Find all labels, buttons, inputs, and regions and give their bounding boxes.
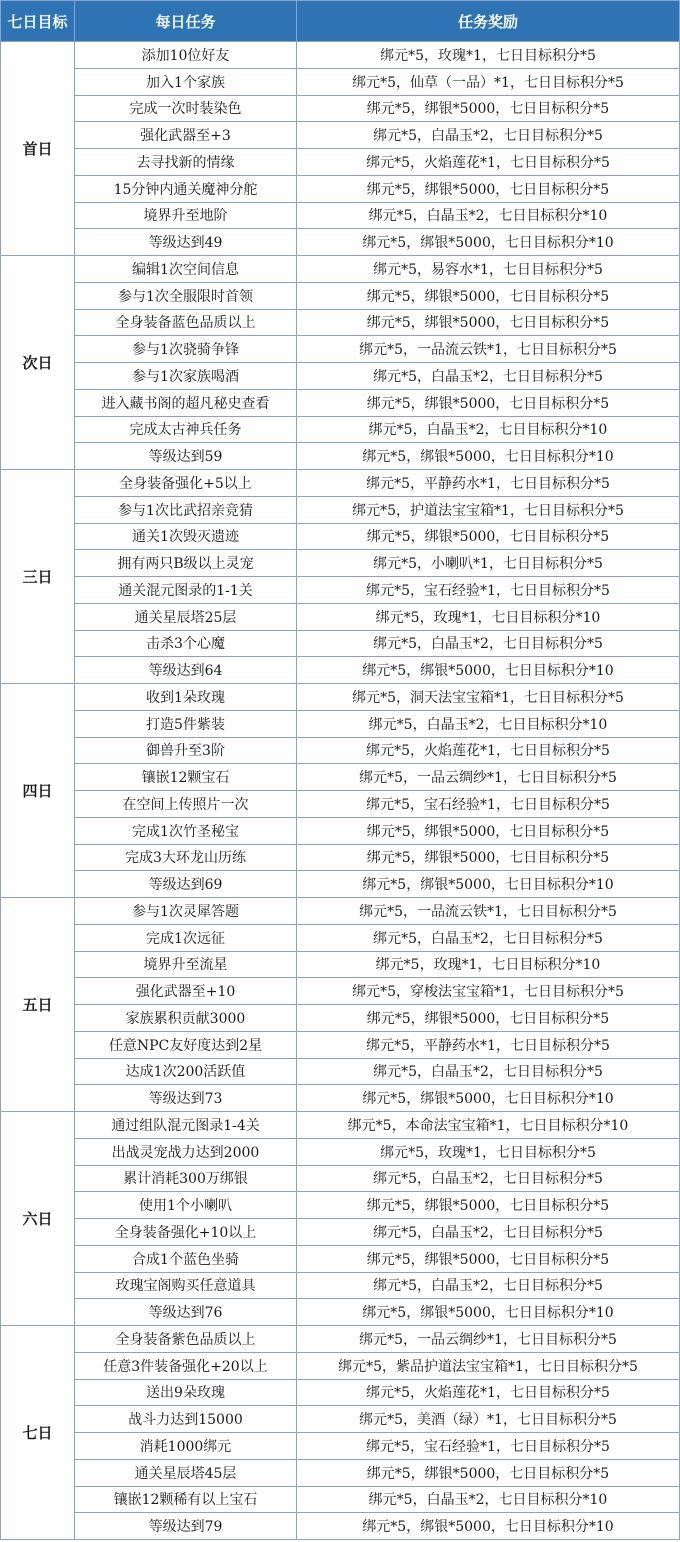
task-cell: 强化武器至+10 bbox=[75, 978, 297, 1005]
reward-cell: 绑元*5，玫瑰*1，七日目标积分*5 bbox=[297, 42, 680, 69]
reward-cell: 绑元*5，小喇叭*1，七日目标积分*5 bbox=[297, 550, 680, 577]
reward-cell: 绑元*5，一品流云铁*1，七日目标积分*5 bbox=[297, 898, 680, 925]
table-row bbox=[1, 229, 680, 256]
task-cell: 出战灵宠战力达到2000 bbox=[75, 1138, 297, 1165]
task-cell: 御兽升至3阶 bbox=[75, 737, 297, 764]
task-cell: 拥有两只B级以上灵宠 bbox=[75, 550, 297, 577]
day-label: 四日 bbox=[1, 684, 75, 898]
table-body bbox=[1, 42, 680, 1540]
table-header-row bbox=[1, 1, 680, 42]
reward-cell: 绑元*5，宝石经验*1，七日目标积分*5 bbox=[297, 577, 680, 604]
task-cell: 家族累积贡献3000 bbox=[75, 1005, 297, 1032]
task-cell: 境界升至流星 bbox=[75, 951, 297, 978]
reward-cell: 绑元*5，绑银*5000，七日目标积分*5 bbox=[297, 175, 680, 202]
table-row bbox=[1, 1031, 680, 1058]
reward-cell: 绑元*5，本命法宝宝箱*1，七日目标积分*10 bbox=[297, 1112, 680, 1139]
reward-cell: 绑元*5，白晶玉*2，七日目标积分*10 bbox=[297, 416, 680, 443]
table-row bbox=[1, 924, 680, 951]
task-cell: 通关1次毁灭遗迹 bbox=[75, 523, 297, 550]
task-cell: 完成1次竹圣秘宝 bbox=[75, 817, 297, 844]
reward-cell: 绑元*5，紫品护道法宝宝箱*1，七日目标积分*5 bbox=[297, 1352, 680, 1379]
reward-cell: 绑元*5，白晶玉*2，七日目标积分*5 bbox=[297, 1272, 680, 1299]
reward-cell: 绑元*5，护道法宝宝箱*1，七日目标积分*5 bbox=[297, 496, 680, 523]
task-cell: 全身装备强化+10以上 bbox=[75, 1219, 297, 1246]
task-cell: 等级达到73 bbox=[75, 1085, 297, 1112]
reward-cell: 绑元*5，绑银*5000，七日目标积分*5 bbox=[297, 309, 680, 336]
reward-cell: 绑元*5，绑银*5000，七日目标积分*10 bbox=[297, 871, 680, 898]
table-row bbox=[1, 603, 680, 630]
task-cell: 打造5件紫装 bbox=[75, 710, 297, 737]
table-row bbox=[1, 1138, 680, 1165]
table-row bbox=[1, 202, 680, 229]
header-daily-task: 每日任务 bbox=[75, 1, 297, 42]
task-cell: 进入藏书阁的超凡秘史查看 bbox=[75, 389, 297, 416]
reward-cell: 绑元*5，平静药水*1，七日目标积分*5 bbox=[297, 1031, 680, 1058]
task-cell: 通关星辰塔45层 bbox=[75, 1459, 297, 1486]
reward-cell: 绑元*5，一品云绸纱*1，七日目标积分*5 bbox=[297, 764, 680, 791]
task-cell: 参与1次比武招亲竞猜 bbox=[75, 496, 297, 523]
reward-cell: 绑元*5，宝石经验*1，七日目标积分*5 bbox=[297, 791, 680, 818]
table-row bbox=[1, 1513, 680, 1540]
reward-cell: 绑元*5，白晶玉*2，七日目标积分*5 bbox=[297, 363, 680, 390]
header-day-goal: 七日目标 bbox=[1, 1, 75, 42]
task-cell: 镶嵌12颗稀有以上宝石 bbox=[75, 1486, 297, 1513]
reward-cell: 绑元*5，玫瑰*1，七日目标积分*5 bbox=[297, 1138, 680, 1165]
reward-cell: 绑元*5，一品流云铁*1，七日目标积分*5 bbox=[297, 336, 680, 363]
table-row bbox=[1, 978, 680, 1005]
reward-cell: 绑元*5，绑银*5000，七日目标积分*5 bbox=[297, 1192, 680, 1219]
table-row bbox=[1, 844, 680, 871]
reward-cell: 绑元*5，绑银*5000，七日目标积分*10 bbox=[297, 657, 680, 684]
reward-cell: 绑元*5，绑银*5000，七日目标积分*5 bbox=[297, 282, 680, 309]
table-row bbox=[1, 1379, 680, 1406]
reward-cell: 绑元*5，火焰莲花*1，七日目标积分*5 bbox=[297, 1379, 680, 1406]
task-cell: 等级达到76 bbox=[75, 1299, 297, 1326]
task-cell: 等级达到64 bbox=[75, 657, 297, 684]
table-row bbox=[1, 684, 680, 711]
task-cell: 参与1次灵犀答题 bbox=[75, 898, 297, 925]
table-row bbox=[1, 630, 680, 657]
reward-cell: 绑元*5，白晶玉*2，七日目标积分*10 bbox=[297, 202, 680, 229]
table-row bbox=[1, 1245, 680, 1272]
task-cell: 通关星辰塔25层 bbox=[75, 603, 297, 630]
reward-cell: 绑元*5，玫瑰*1，七日目标积分*10 bbox=[297, 603, 680, 630]
task-cell: 等级达到69 bbox=[75, 871, 297, 898]
task-cell: 在空间上传照片一次 bbox=[75, 791, 297, 818]
table-row bbox=[1, 1406, 680, 1433]
table-row bbox=[1, 470, 680, 497]
table-row bbox=[1, 149, 680, 176]
reward-cell: 绑元*5，绑银*5000，七日目标积分*5 bbox=[297, 95, 680, 122]
table-row bbox=[1, 42, 680, 69]
reward-cell: 绑元*5，白晶玉*2，七日目标积分*5 bbox=[297, 924, 680, 951]
task-cell: 编辑1次空间信息 bbox=[75, 256, 297, 283]
task-cell: 任意3件装备强化+20以上 bbox=[75, 1352, 297, 1379]
task-cell: 战斗力达到15000 bbox=[75, 1406, 297, 1433]
reward-cell: 绑元*5，绑银*5000，七日目标积分*5 bbox=[297, 523, 680, 550]
reward-cell: 绑元*5，绑银*5000，七日目标积分*5 bbox=[297, 1245, 680, 1272]
reward-cell: 绑元*5，白晶玉*2，七日目标积分*5 bbox=[297, 1058, 680, 1085]
table-row bbox=[1, 1299, 680, 1326]
table-row bbox=[1, 175, 680, 202]
reward-cell: 绑元*5，绑银*5000，七日目标积分*10 bbox=[297, 1513, 680, 1540]
table-row bbox=[1, 791, 680, 818]
table-row bbox=[1, 898, 680, 925]
task-cell: 等级达到59 bbox=[75, 443, 297, 470]
reward-cell: 绑元*5，火焰莲花*1，七日目标积分*5 bbox=[297, 737, 680, 764]
reward-cell: 绑元*5，白晶玉*2，七日目标积分*10 bbox=[297, 710, 680, 737]
task-cell: 通过组队混元图录1-4关 bbox=[75, 1112, 297, 1139]
table-row bbox=[1, 550, 680, 577]
reward-cell: 绑元*5，白晶玉*2，七日目标积分*5 bbox=[297, 1219, 680, 1246]
task-cell: 使用1个小喇叭 bbox=[75, 1192, 297, 1219]
task-cell: 全身装备紫色品质以上 bbox=[75, 1326, 297, 1353]
reward-cell: 绑元*5，绑银*5000，七日目标积分*5 bbox=[297, 844, 680, 871]
reward-cell: 绑元*5，绑银*5000，七日目标积分*5 bbox=[297, 817, 680, 844]
task-cell: 完成太古神兵任务 bbox=[75, 416, 297, 443]
task-cell: 送出9朵玫瑰 bbox=[75, 1379, 297, 1406]
reward-cell: 绑元*5，洞天法宝宝箱*1，七日目标积分*5 bbox=[297, 684, 680, 711]
reward-cell: 绑元*5，白晶玉*2，七日目标积分*5 bbox=[297, 630, 680, 657]
table-row bbox=[1, 282, 680, 309]
table-row bbox=[1, 1085, 680, 1112]
task-cell: 全身装备蓝色品质以上 bbox=[75, 309, 297, 336]
table-row bbox=[1, 443, 680, 470]
task-cell: 镶嵌12颗宝石 bbox=[75, 764, 297, 791]
table-row bbox=[1, 1459, 680, 1486]
reward-cell: 绑元*5，宝石经验*1，七日目标积分*5 bbox=[297, 1433, 680, 1460]
day-label: 五日 bbox=[1, 898, 75, 1112]
reward-cell: 绑元*5，仙草（一品）*1，七日目标积分*5 bbox=[297, 68, 680, 95]
reward-cell: 绑元*5，火焰莲花*1，七日目标积分*5 bbox=[297, 149, 680, 176]
task-cell: 完成3大环龙山历练 bbox=[75, 844, 297, 871]
task-cell: 参与1次骁骑争锋 bbox=[75, 336, 297, 363]
table-row bbox=[1, 737, 680, 764]
reward-cell: 绑元*5，绑银*5000，七日目标积分*10 bbox=[297, 1085, 680, 1112]
table-row bbox=[1, 1326, 680, 1353]
table-row bbox=[1, 951, 680, 978]
table-row bbox=[1, 1219, 680, 1246]
reward-cell: 绑元*5，玫瑰*1，七日目标积分*10 bbox=[297, 951, 680, 978]
reward-cell: 绑元*5，一品云绸纱*1，七日目标积分*5 bbox=[297, 1326, 680, 1353]
table-row bbox=[1, 496, 680, 523]
task-cell: 消耗1000绑元 bbox=[75, 1433, 297, 1460]
task-cell: 玫瑰宝阁购买任意道具 bbox=[75, 1272, 297, 1299]
task-cell: 强化武器至+3 bbox=[75, 122, 297, 149]
task-cell: 完成一次时装染色 bbox=[75, 95, 297, 122]
day-label: 三日 bbox=[1, 470, 75, 684]
table-row bbox=[1, 710, 680, 737]
task-cell: 合成1个蓝色坐骑 bbox=[75, 1245, 297, 1272]
table-row bbox=[1, 577, 680, 604]
reward-cell: 绑元*5，白晶玉*2，七日目标积分*10 bbox=[297, 1486, 680, 1513]
table-row bbox=[1, 68, 680, 95]
table-row bbox=[1, 416, 680, 443]
table-row bbox=[1, 1058, 680, 1085]
table-row bbox=[1, 1272, 680, 1299]
header-task-reward: 任务奖励 bbox=[297, 1, 680, 42]
table-row bbox=[1, 1486, 680, 1513]
task-cell: 等级达到49 bbox=[75, 229, 297, 256]
task-cell: 全身装备强化+5以上 bbox=[75, 470, 297, 497]
task-cell: 去寻找新的情缘 bbox=[75, 149, 297, 176]
task-cell: 添加10位好友 bbox=[75, 42, 297, 69]
day-label: 次日 bbox=[1, 256, 75, 470]
reward-cell: 绑元*5，美酒（绿）*1，七日目标积分*5 bbox=[297, 1406, 680, 1433]
reward-cell: 绑元*5，绑银*5000，七日目标积分*10 bbox=[297, 443, 680, 470]
table-row bbox=[1, 523, 680, 550]
table-row bbox=[1, 1192, 680, 1219]
task-cell: 收到1朵玫瑰 bbox=[75, 684, 297, 711]
table-row bbox=[1, 363, 680, 390]
table-row bbox=[1, 389, 680, 416]
task-cell: 达成1次200活跃值 bbox=[75, 1058, 297, 1085]
task-cell: 等级达到79 bbox=[75, 1513, 297, 1540]
task-cell: 任意NPC友好度达到2星 bbox=[75, 1031, 297, 1058]
task-cell: 参与1次全服限时首领 bbox=[75, 282, 297, 309]
day-label: 七日 bbox=[1, 1326, 75, 1540]
table-row bbox=[1, 95, 680, 122]
task-cell: 累计消耗300万绑银 bbox=[75, 1165, 297, 1192]
table-row bbox=[1, 1112, 680, 1139]
reward-cell: 绑元*5，白晶玉*2，七日目标积分*5 bbox=[297, 122, 680, 149]
task-cell: 15分钟内通关魔神分舵 bbox=[75, 175, 297, 202]
reward-cell: 绑元*5，绑银*5000，七日目标积分*5 bbox=[297, 389, 680, 416]
table-row bbox=[1, 817, 680, 844]
reward-cell: 绑元*5，绑银*5000，七日目标积分*10 bbox=[297, 1299, 680, 1326]
day-label: 六日 bbox=[1, 1112, 75, 1326]
table-row bbox=[1, 309, 680, 336]
table-row bbox=[1, 1433, 680, 1460]
table-row bbox=[1, 336, 680, 363]
task-cell: 击杀3个心魔 bbox=[75, 630, 297, 657]
reward-cell: 绑元*5，平静药水*1，七日目标积分*5 bbox=[297, 470, 680, 497]
reward-cell: 绑元*5，穿梭法宝宝箱*1，七日目标积分*5 bbox=[297, 978, 680, 1005]
reward-cell: 绑元*5，易容水*1，七日目标积分*5 bbox=[297, 256, 680, 283]
table-row bbox=[1, 1005, 680, 1032]
table-row bbox=[1, 122, 680, 149]
task-cell: 完成1次远征 bbox=[75, 924, 297, 951]
reward-cell: 绑元*5，绑银*5000，七日目标积分*10 bbox=[297, 229, 680, 256]
table-row bbox=[1, 1165, 680, 1192]
table-row bbox=[1, 871, 680, 898]
reward-cell: 绑元*5，白晶玉*2，七日目标积分*5 bbox=[297, 1165, 680, 1192]
day-label: 首日 bbox=[1, 42, 75, 256]
table-row bbox=[1, 764, 680, 791]
task-cell: 境界升至地阶 bbox=[75, 202, 297, 229]
task-cell: 参与1次家族喝酒 bbox=[75, 363, 297, 390]
table-row bbox=[1, 1352, 680, 1379]
table-row bbox=[1, 256, 680, 283]
table-row bbox=[1, 657, 680, 684]
reward-cell: 绑元*5，绑银*5000，七日目标积分*5 bbox=[297, 1005, 680, 1032]
task-cell: 通关混元图录的1-1关 bbox=[75, 577, 297, 604]
task-cell: 加入1个家族 bbox=[75, 68, 297, 95]
reward-cell: 绑元*5，绑银*5000，七日目标积分*5 bbox=[297, 1459, 680, 1486]
